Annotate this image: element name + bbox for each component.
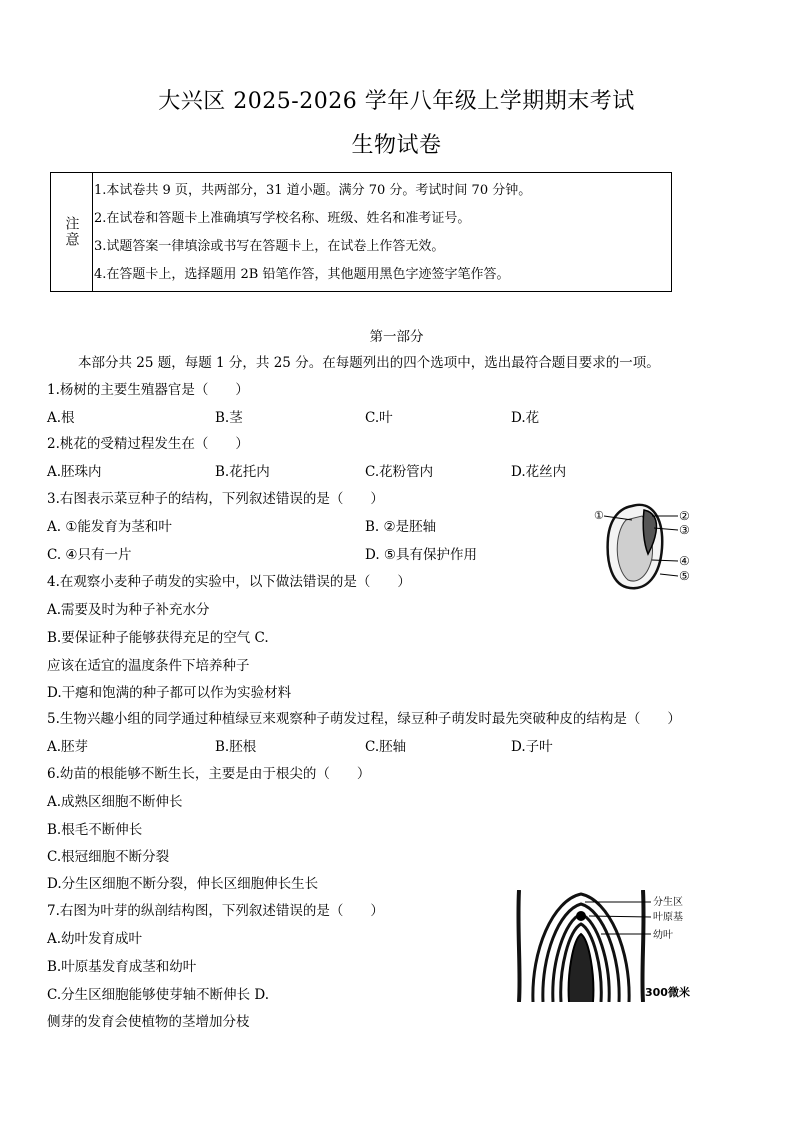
section-title: 第一部分: [369, 329, 424, 345]
seed-label-5: ⑤: [679, 569, 690, 583]
q4-option-a: A.需要及时为种子补充水分: [47, 602, 210, 618]
seed-label-3: ③: [679, 523, 690, 537]
q3-option-d: D. ⑤具有保护作用: [365, 547, 478, 563]
q4-option-b: B.要保证种子能够获得充足的空气 C.: [47, 630, 269, 646]
q5-option-a: A.胚芽: [47, 739, 89, 755]
bud-scale: 300微米: [645, 986, 690, 999]
q3-stem: 3.右图表示菜豆种子的结构，下列叙述错误的是（ ）: [47, 491, 384, 507]
q6-option-d: D.分生区细胞不断分裂，伸长区细胞伸长生长: [47, 876, 319, 892]
q1-option-c: C.叶: [365, 410, 393, 426]
notice-head: 注意: [51, 173, 93, 291]
notice-item-1: 1.本试卷共 9 页，共两部分，31 道小题。满分 70 分。考试时间 70 分钟。: [94, 183, 532, 198]
q5-stem: 5.生物兴趣小组的同学通过种植绿豆来观察种子萌发过程，绿豆种子萌发时最先突破种皮的结构是（ ）: [47, 711, 681, 727]
q4-option-c: 应该在适宜的温度条件下培养种子: [47, 658, 250, 674]
notice-box: [50, 172, 672, 292]
q1-option-b: B.茎: [215, 410, 243, 426]
notice-item-4: 4.在答题卡上，选择题用 2B 铅笔作答，其他题用黑色字迹签字笔作答。: [94, 267, 510, 282]
q7-stem: 7.右图为叶芽的纵剖结构图，下列叙述错误的是（ ）: [47, 903, 384, 919]
q6-option-c: C.根冠细胞不断分裂: [47, 849, 170, 865]
q6-option-a: A.成熟区细胞不断伸长: [47, 794, 183, 810]
seed-figure: [592, 498, 702, 593]
q2-option-b: B.花托内: [215, 464, 270, 480]
q6-stem: 6.幼苗的根能够不断生长，主要是由于根尖的（ ）: [47, 766, 371, 782]
seed-label-2: ②: [679, 509, 690, 523]
q2-option-d: D.花丝内: [511, 464, 567, 480]
seed-label-4: ④: [679, 554, 690, 568]
notice-item-3: 3.试题答案一律填涂或书写在答题卡上，在试卷上作答无效。: [94, 239, 445, 254]
q3-option-b: B. ②是胚轴: [365, 519, 437, 535]
section-intro: 本部分共 25 题，每题 1 分，共 25 分。在每题列出的四个选项中，选出最符合题目要求的一项。: [78, 355, 660, 371]
q3-option-c: C. ④只有一片: [47, 547, 132, 563]
q7-option-b: B.叶原基发育成茎和幼叶: [47, 959, 197, 975]
leaf-bud-figure: [513, 890, 698, 1002]
q2-stem: 2.桃花的受精过程发生在（ ）: [47, 436, 249, 452]
seed-label-1: ①: [594, 509, 604, 522]
q4-stem: 4.在观察小麦种子萌发的实验中，以下做法错误的是（ ）: [47, 574, 411, 590]
q5-option-c: C.胚轴: [365, 739, 407, 755]
q4-option-d: D.干瘪和饱满的种子都可以作为实验材料: [47, 685, 292, 701]
bud-label-leaf-primordium: 叶原基: [653, 912, 683, 923]
q7-option-a: A.幼叶发育成叶: [47, 931, 143, 947]
exam-title: 大兴区 2025-2026 学年八年级上学期期末考试: [158, 89, 635, 114]
q3-option-a: A. ①能发育为茎和叶: [47, 519, 172, 535]
notice-item-2: 2.在试卷和答题卡上准确填写学校名称、班级、姓名和准考证号。: [94, 211, 471, 226]
q7-option-c: C.分生区细胞能够使芽轴不断伸长 D.: [47, 987, 270, 1003]
q1-option-a: A.根: [47, 410, 75, 426]
bud-label-meristem: 分生区: [653, 897, 683, 908]
q2-option-c: C.花粉管内: [365, 464, 434, 480]
q5-option-b: B.胚根: [215, 739, 257, 755]
q2-option-a: A.胚珠内: [47, 464, 102, 480]
q1-option-d: D.花: [511, 410, 540, 426]
q7-option-d: 侧芽的发育会使植物的茎增加分枝: [47, 1014, 250, 1030]
q6-option-b: B.根毛不断伸长: [47, 822, 143, 838]
q1-stem: 1.杨树的主要生殖器官是（ ）: [47, 382, 249, 398]
q5-option-d: D.子叶: [511, 739, 553, 755]
exam-subtitle: 生物试卷: [351, 133, 442, 158]
bud-label-young-leaf: 幼叶: [653, 930, 673, 941]
